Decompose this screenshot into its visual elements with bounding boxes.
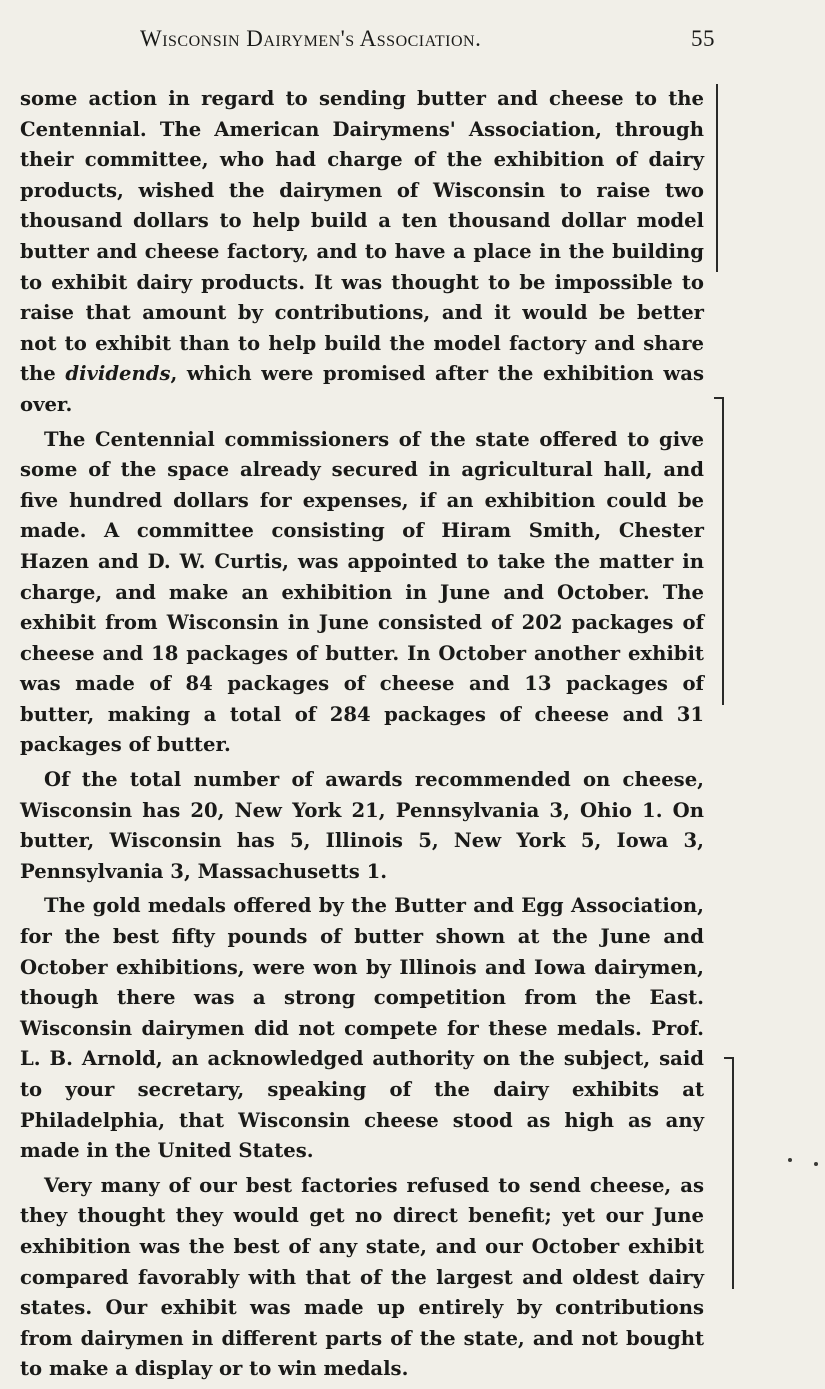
ink-speck — [814, 1162, 818, 1166]
margin-bracket — [708, 84, 718, 272]
italic-emphasis: dividends — [65, 362, 171, 386]
paragraph-centennial-continuation — [20, 84, 704, 421]
body-text — [20, 84, 704, 1389]
paragraph-factories: Very many of our best factories refused to send cheese, as they thought they would get no direct benefit; yet our June exhibition was the best of any state, and our October exhibit compared favorably with that of the largest and oldest dairy states. Our exhibit was made up entirely by contributions from dairymen in different parts of the state, and not bought to make a display or to win medals. — [20, 1173, 704, 1381]
paragraph-commissioners: The Centennial commissioners of the state offered to give some of the space already secured in agricultural hall, and five hundred dollars for expenses, if an exhibition could be made. A committee consisting of Hiram Smith, Chester Hazen and D. W. Curtis, was appointed to take the matter in charge, and make an exhibition in June and October. The exhibit from Wisconsin in June consisted of 202 packages of cheese and 18 packages of butter. In October another exhibit was made of 84 packages of cheese and 13 packages of butter, making a total of 284 packages of cheese and 31 packages of butter. — [20, 427, 704, 757]
ink-speck — [788, 1158, 792, 1162]
running-head — [140, 26, 715, 58]
margin-bracket — [714, 397, 724, 705]
paragraph-awards: Of the total number of awards recommended on cheese, Wisconsin has 20, New York 21, Pennsylvania 3, Ohio 1. On butter, Wisconsin has 5, Illinois 5, New York 5, Iowa 3, Pennsylvania 3, Massachusetts 1. — [20, 768, 704, 883]
paragraph-text: , which were promised after the exhibition was over. — [20, 362, 704, 416]
margin-bracket — [724, 1057, 734, 1289]
running-title: Wisconsin Dairymen's Association. — [140, 26, 482, 51]
page-number: 55 — [691, 26, 715, 51]
paragraph-text: some action in regard to sending butter and cheese to the Centennial. The American Dairymens' Association, through their committee, who had charge of the exhibition of dairy products, wished the dairymen of Wisconsin to raise two thousand dollars to help build a ten thousand dollar model butter and cheese factory, and to have a place in the building to exhibit dairy products. It was thought to be impossible to raise that amount by contributions, and it would be better not to exhibit than to help build the model factory and share the — [20, 87, 704, 386]
paragraph-gold-medals: The gold medals offered by the Butter and Egg Association, for the best fifty pounds of butter shown at the June and October exhibitions, were won by Illinois and Iowa dairymen, though there was a strong competition from the East. Wisconsin dairymen did not compete for these medals. Prof. L. B. Arnold, an acknowledged authority on the subject, said to your secretary, speaking of the dairy exhibits at Philadelphia, that Wisconsin cheese stood as high as any made in the United States. — [20, 894, 704, 1163]
